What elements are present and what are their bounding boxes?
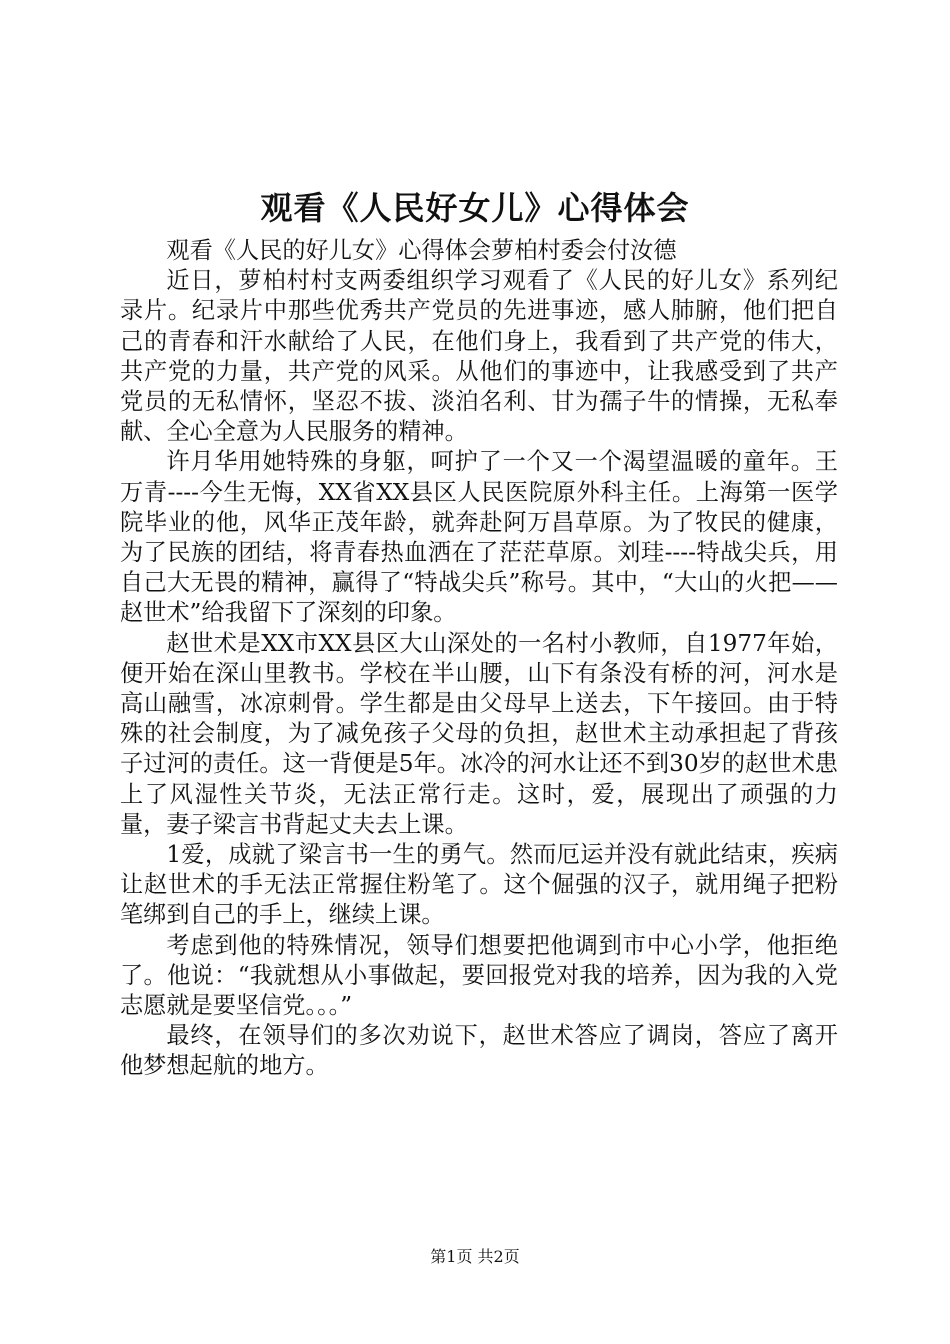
paragraph: 近日，萝柏村村支两委组织学习观看了《人民的好儿女》系列纪录片。纪录片中那些优秀共产党员的先进事迹，感人肺腑，他们把自己的青春和汗水献给了人民，在他们身上，我看到了共产党的伟大，共产党的力量，共产党的风采。从他们的事迹中，让我感受到了共产党员的无私情怀，坚忍不拔、淡泊名利、甘为孺子牛的情操，无私奉献、全心全意为人民服务的精神。	[120, 267, 838, 446]
paragraph: 观看《人民的好儿女》心得体会萝柏村委会付汝德	[166, 237, 677, 264]
paragraph: 最终，在领导们的多次劝说下，赵世术答应了调岗，答应了离开他梦想起航的地方。	[120, 1022, 838, 1080]
paragraph: 赵世术是XX市XX县区大山深处的一名村小教师，自1977年始，便开始在深山里教书。学校在半山腰，山下有条没有桥的河，河水是高山融雪，冰凉刺骨。学生都是由父母早上送去，下午接回。由于特殊的社会制度，为了减免孩子父母的负担，赵世术主动承担起了背孩子过河的责任。这一背便是5年。冰冷的河水让还不到30岁的赵世术患上了风湿性关节炎，无法正常行走。这时，爱，展现出了顽强的力量，妻子梁言书背起丈夫去上课。	[120, 629, 838, 838]
page-footer: 第1页 共2页	[430, 1247, 520, 1266]
paragraph: 考虑到他的特殊情况，领导们想要把他调到市中心小学，他拒绝了。他说：“我就想从小事做起，要回报党对我的培养，因为我的入党志愿就是要坚信党。。。”	[120, 931, 838, 1020]
document-body	[120, 236, 838, 1082]
paragraph: 许月华用她特殊的身躯，呵护了一个又一个渴望温暖的童年。王万青----今生无悔，XX省XX县区人民医院原外科主任。上海第一医学院毕业的他，风华正茂年龄，就奔赴阿万昌草原。为了牧民的健康，为了民族的团结，将青春热血洒在了茫茫草原。刘珪----特战尖兵，用自己大无畏的精神，赢得了“特战尖兵”称号。其中，“大山的火把——赵世术”给我留下了深刻的印象。	[120, 448, 838, 627]
document-title: 观看《人民好女儿》心得体会	[260, 189, 690, 227]
paragraph: 1爱，成就了梁言书一生的勇气。然而厄运并没有就此结束，疾病让赵世术的手无法正常握住粉笔了。这个倔强的汉子，就用绳子把粉笔绑到自己的手上，继续上课。	[120, 841, 838, 929]
